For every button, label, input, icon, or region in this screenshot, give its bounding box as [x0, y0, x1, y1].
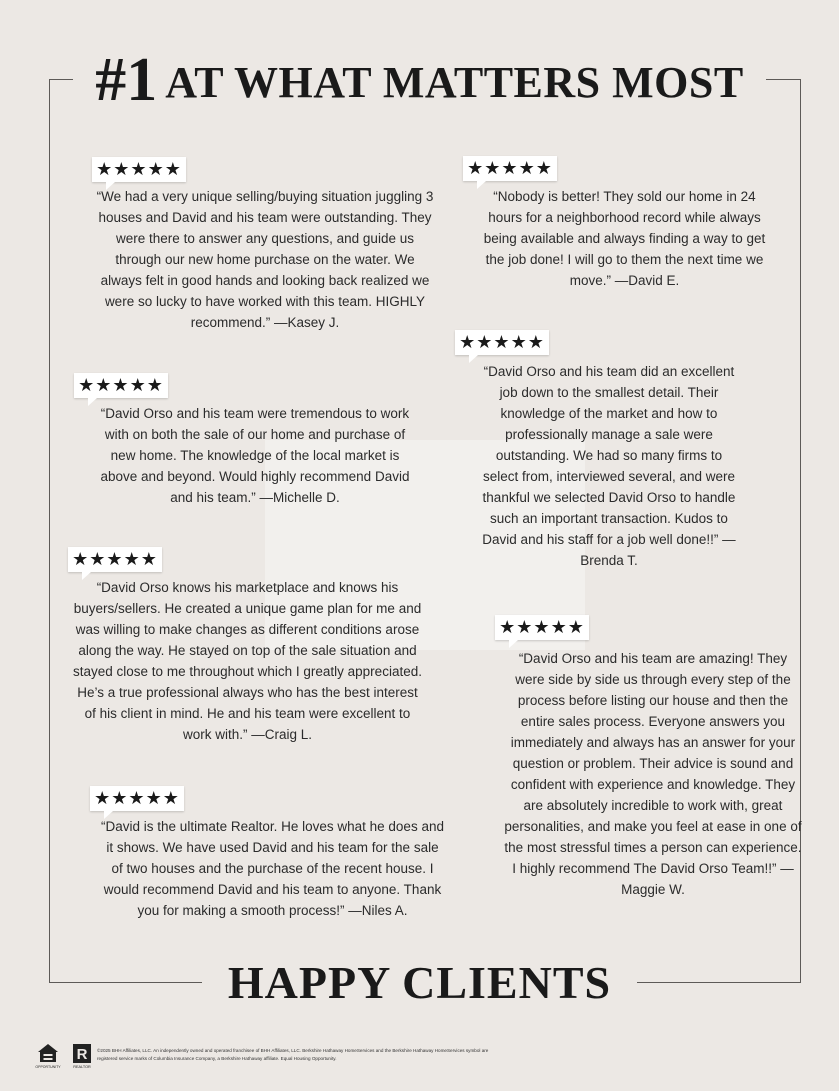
review-niles: “David is the ultimate Realtor. He loves what he does and it shows. We have used David and his team for the sale of two houses and the purchase of the recent house. I would recommend David and his team to anyone. Thank you for making a smooth process!” —Niles A.: [101, 819, 444, 918]
review-maggie: “David Orso and his team are amazing! They were side by side us through every step of the process before listing our house and then the entire sales process. Everyone answers you immediately and always has an answer for your question or problem. Their advice is sound and confident with experience and knowledge. They are absolutely incredible to work with, great personalities, and make you feel at ease in one of the most stressful times a person can experience. I highly recommend The David Orso Team!!” —Maggie W.: [504, 651, 802, 897]
review-michelle: “David Orso and his team were tremendous to work with on both the sale of our home and purchase of new home. The knowledge of the local market is above and beyond. Would highly recommend David and his team.” —Michelle D.: [100, 406, 410, 505]
svg-text:OPPORTUNITY: OPPORTUNITY: [35, 1065, 61, 1069]
review-kasey: “We had a very unique selling/buying situation juggling 3 houses and David and his team were outstanding. They were there to answer any questions, and guide us through our new home purchase on the water. We always felt in good hands and looking back realized we were so lucky to have worked with this team. HIGHLY recommend.” —Kasey J.: [96, 189, 434, 330]
happy-clients-heading: HAPPY CLIENTS: [202, 955, 637, 1011]
footer-title: [0, 955, 839, 1011]
title-text: AT WHAT MATTERS MOST: [165, 58, 744, 107]
star-rating: ★★★★★: [463, 156, 557, 181]
title-number: #1: [95, 46, 158, 114]
realtor-icon: [71, 1043, 93, 1069]
star-rating: ★★★★★: [455, 330, 549, 355]
page-title: [0, 46, 839, 114]
equal-housing-icon: [37, 1043, 59, 1069]
star-rating: ★★★★★: [90, 786, 184, 811]
legal-disclaimer: ©2025 BHH Affiliates, LLC. An independently owned and operated franchisee of BHH Affiliates, LLC. Berkshire Hathaway HomeServices and the Berkshire Hathaway HomeServices symbol are registered service marks of Columbia Insurance Company, a Berkshire Hathaway affiliate. Equal Housing Opportunity.: [97, 1048, 489, 1061]
legal-footer: [37, 1043, 817, 1071]
review-craig: “David Orso knows his marketplace and knows his buyers/sellers. He created a unique game plan for me and was willing to make changes as different conditions arose along the way. He stayed on top of the sale situation and stayed close to me throughout which I greatly appreciated. He’s a true professional always who has the best interest of his client in mind. He and his team were excellent to work with.” —Craig L.: [73, 580, 422, 742]
star-rating: ★★★★★: [92, 157, 186, 182]
star-rating: ★★★★★: [74, 373, 168, 398]
svg-text:R: R: [76, 1046, 88, 1063]
star-rating: ★★★★★: [495, 615, 589, 640]
review-david-e: “Nobody is better! They sold our home in 24 hours for a neighborhood record while always being available and always finding a way to get the job done! I will go to them the next time we move.” —David E.: [483, 189, 766, 288]
svg-text:REALTOR: REALTOR: [73, 1065, 91, 1069]
review-brenda: “David Orso and his team did an excellent job down to the smallest detail. Their knowledge of the market and how to professionally manage a sale were outstanding. We had so many firms to select from, interviewed several, and were thankful we selected David Orso to handle such an important transaction. Kudos to David and his staff for a job well done!!” —Brenda T.: [482, 364, 736, 568]
star-rating: ★★★★★: [68, 547, 162, 572]
